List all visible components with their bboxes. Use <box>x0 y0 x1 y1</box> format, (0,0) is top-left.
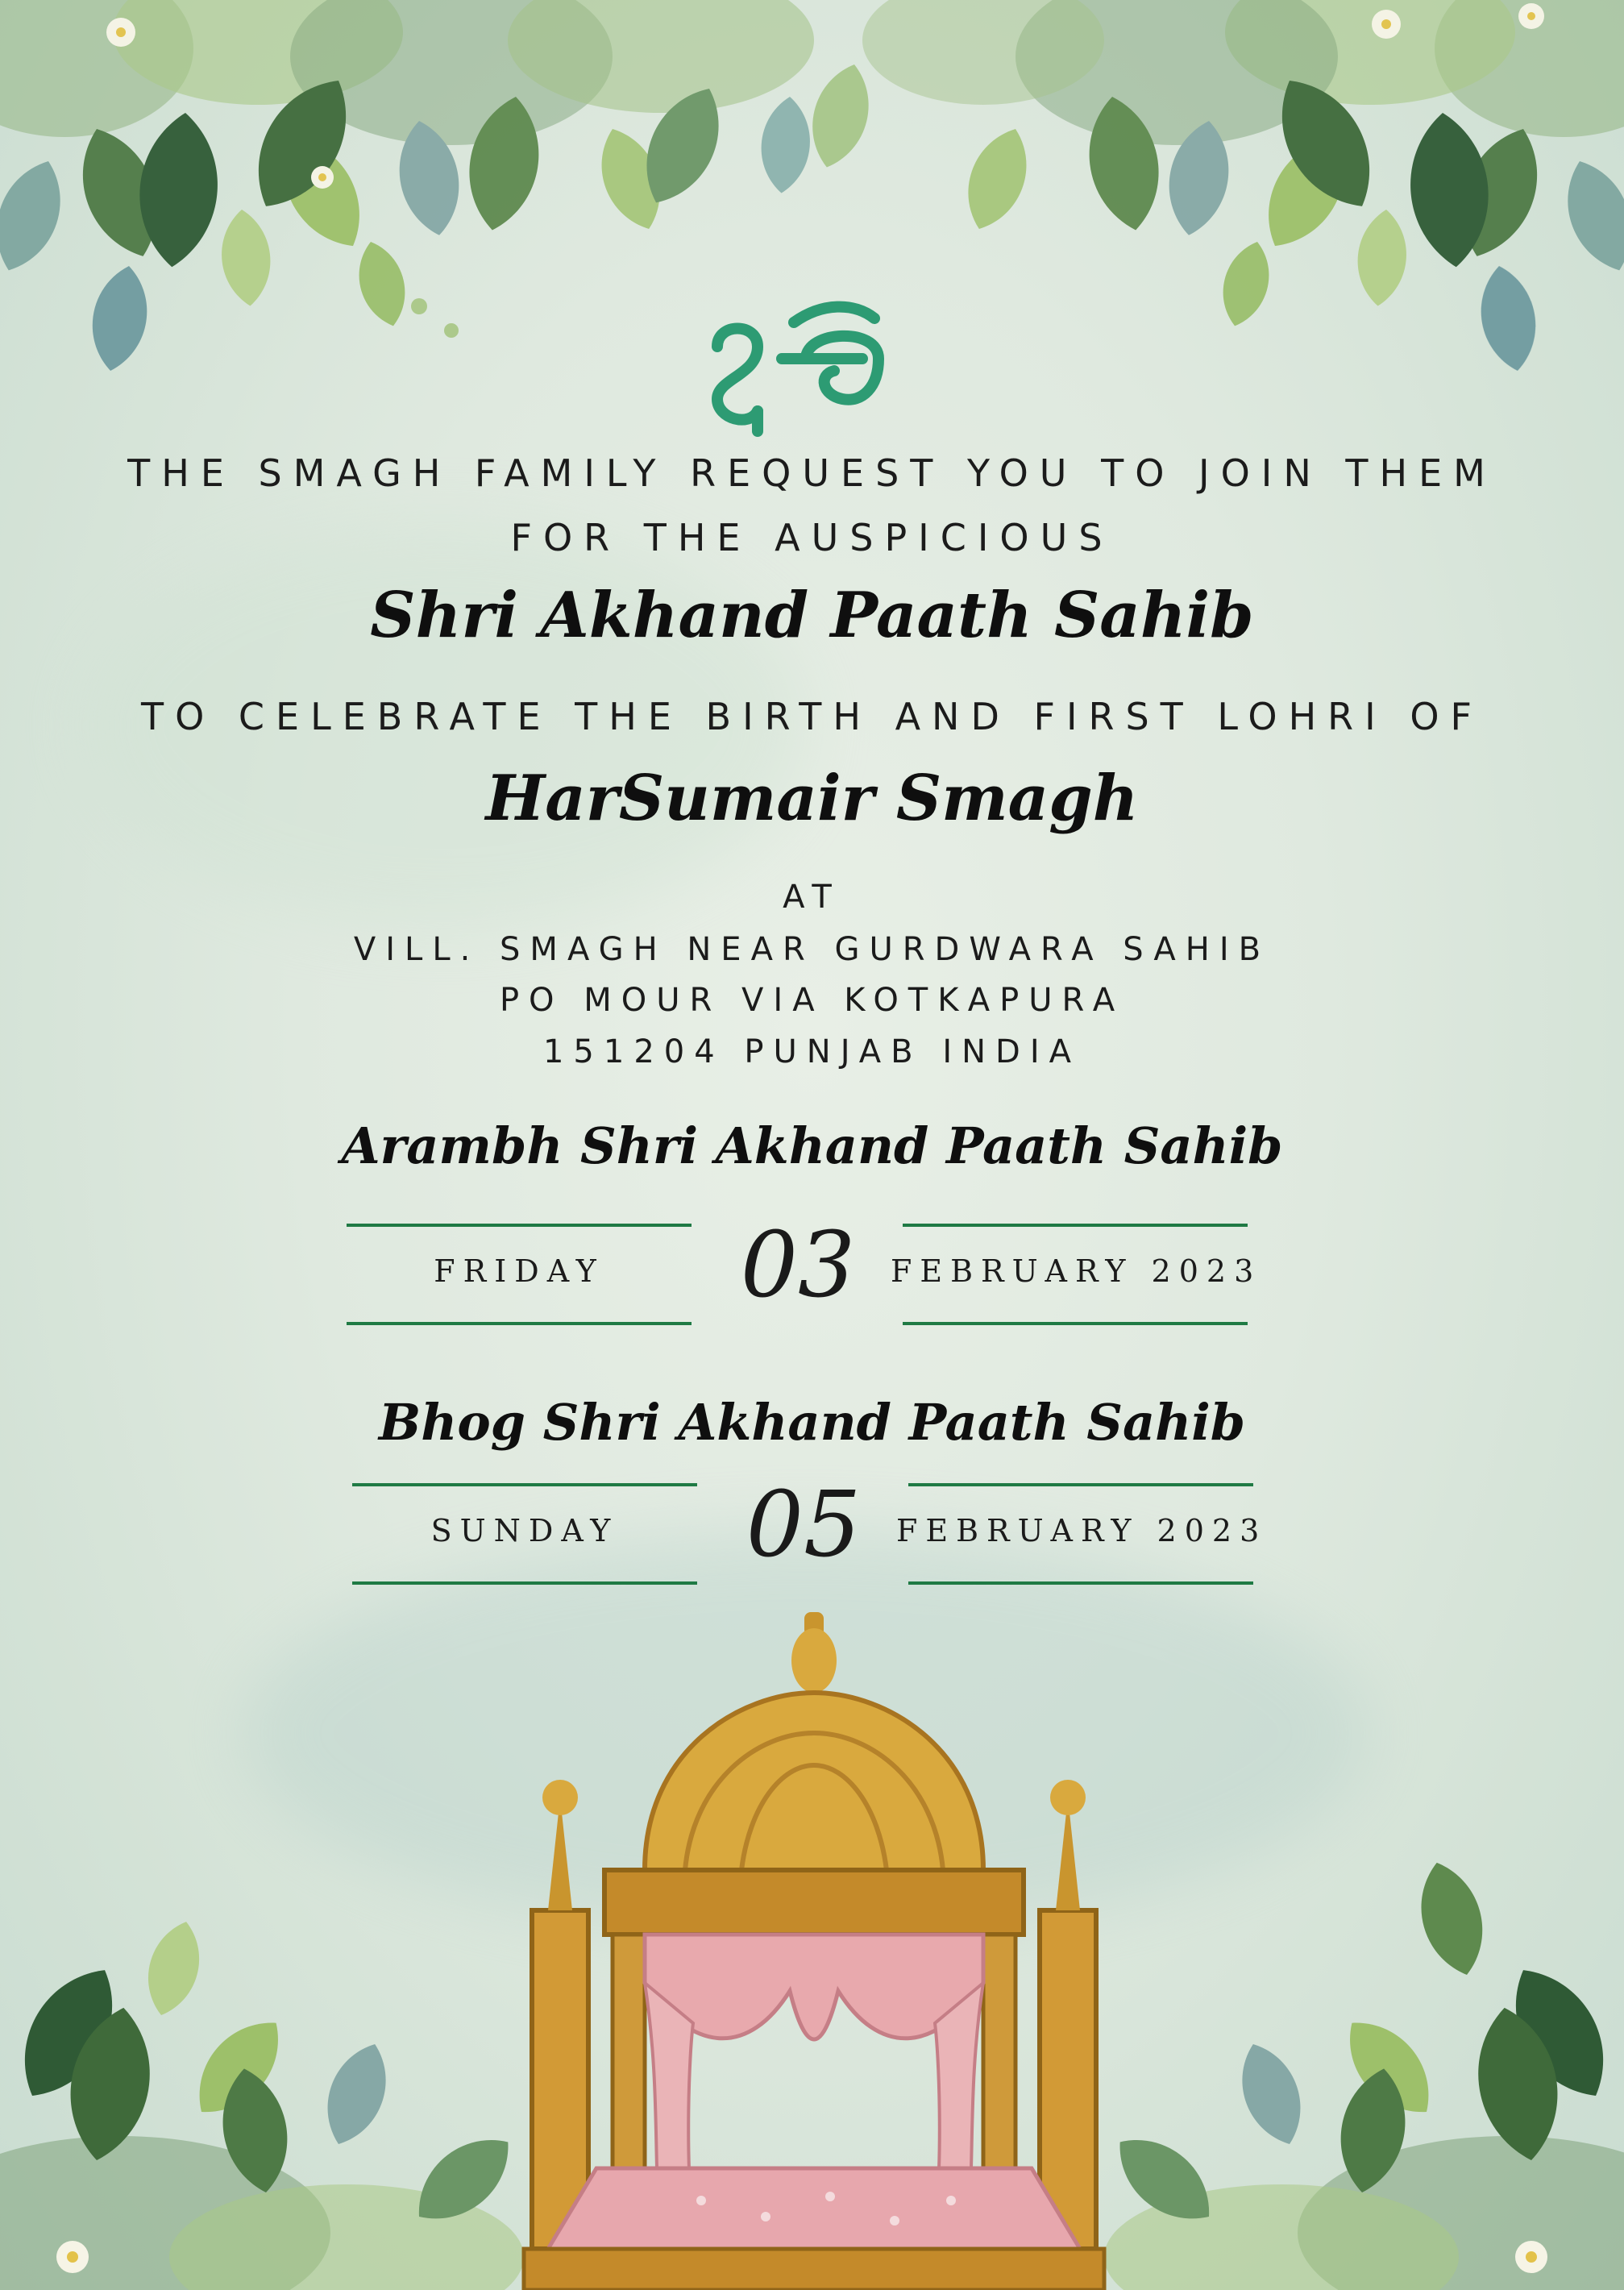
rule <box>352 1483 697 1486</box>
rule <box>908 1581 1253 1585</box>
event-1-title: Arambh Shri Akhand Paath Sahib <box>341 1116 1283 1175</box>
invite-line-2: FOR THE AUSPICIOUS <box>510 516 1114 559</box>
rule <box>903 1224 1248 1227</box>
event-1-weekday: FRIDAY <box>434 1253 604 1289</box>
address-line-3: 151204 PUNJAB INDIA <box>542 1033 1082 1070</box>
child-name: HarSumair Smagh <box>485 762 1139 835</box>
address-line-1: VILL. SMAGH NEAR GURDWARA SAHIB <box>353 931 1271 968</box>
event-title: Shri Akhand Paath Sahib <box>370 579 1254 652</box>
event-2-title: Bhog Shri Akhand Paath Sahib <box>378 1393 1246 1452</box>
leaf-cluster-right <box>862 0 1624 376</box>
event-2-day: 05 <box>746 1473 862 1577</box>
rule <box>908 1483 1253 1486</box>
palki-sahib-illustration <box>500 1604 1128 2290</box>
at-label: AT <box>783 879 841 916</box>
ik-onkar-icon <box>701 298 895 443</box>
rule <box>903 1322 1248 1325</box>
rule <box>347 1322 692 1325</box>
event-2-weekday: SUNDAY <box>430 1513 619 1548</box>
leaf-cluster-bottom-left <box>0 1915 526 2290</box>
event-1-day: 03 <box>740 1213 856 1318</box>
leaf-cluster-bottom-right <box>1102 1856 1624 2290</box>
event-1-month-year: FEBRUARY 2023 <box>891 1253 1262 1289</box>
event-2-month-year: FEBRUARY 2023 <box>896 1513 1268 1548</box>
invite-line-1: THE SMAGH FAMILY REQUEST YOU TO JOIN THEM <box>127 451 1497 495</box>
invite-line-3: TO CELEBRATE THE BIRTH AND FIRST LOHRI OF <box>141 695 1483 738</box>
rule <box>347 1224 692 1227</box>
address-line-2: PO MOUR VIA KOTKAPURA <box>499 982 1125 1019</box>
rule <box>352 1581 697 1585</box>
